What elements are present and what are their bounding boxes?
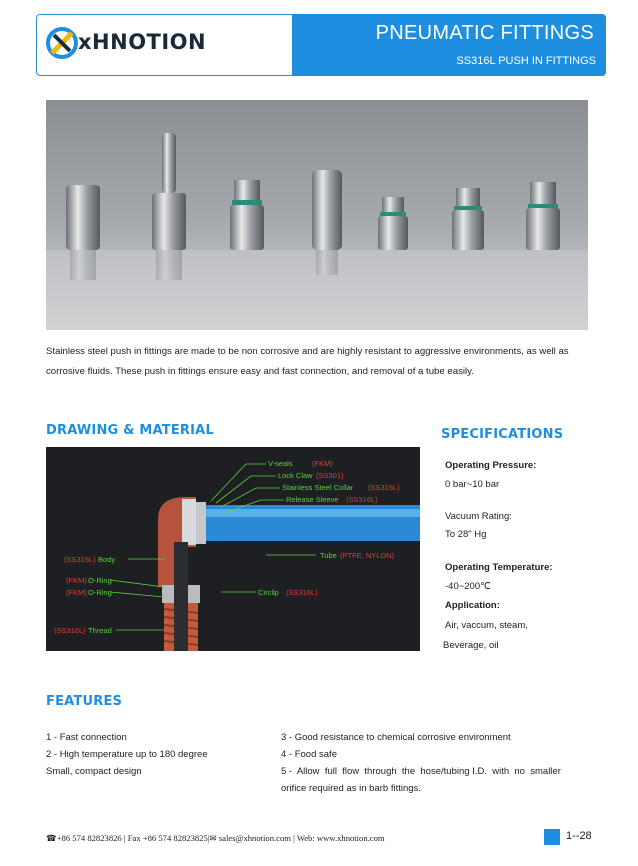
spec-application-line: Beverage, oil — [443, 640, 499, 651]
logo-icon — [46, 27, 78, 59]
footer-contact: ☎+86 574 82823826 | Fax +86 574 82823825|✉ sales@xhnotion.com | Web: www.xhnotion.com — [46, 833, 385, 843]
label-oring2: O-Ring — [88, 588, 112, 597]
page-title: PNEUMATIC FITTINGS — [375, 22, 594, 44]
spec-pressure-value: 0 bar~10 bar — [445, 479, 500, 490]
label-circlip: Circlip — [258, 588, 279, 597]
intro-paragraph — [46, 342, 594, 382]
spec-temp-label: Operating Temperature: — [445, 562, 553, 573]
features-heading: FEATURES — [46, 694, 123, 709]
spec-pressure-label: Operating Pressure: — [445, 460, 537, 471]
intro-line: Stainless steel push in fittings are made to be non corrosive and are highly resistant to aggressive environments, as well as — [46, 346, 569, 357]
feature-item: 3 - Good resistance to chemical corrosive environment — [281, 732, 511, 743]
label-lock-claw-material: (SS301) — [316, 471, 344, 480]
page-marker — [544, 829, 560, 845]
feature-item: 1 - Fast connection — [46, 732, 127, 743]
label-collar: Stainless Steel Collar — [282, 483, 354, 492]
label-circlip-material: (SS316L) — [286, 588, 318, 597]
feature-item: 2 - High temperature up to 180 degree — [46, 749, 208, 760]
feature-item: orifice required as in barb fittings. — [281, 783, 421, 794]
feature-item: 5 - Allow full flow through the hose/tubing I.D. with no smaller — [281, 766, 561, 777]
label-release-sleeve: Release Sleeve — [286, 495, 339, 504]
intro-line: corrosive fluids. These push in fittings ensure easy and fast connection, and removal of a tube easily. — [46, 366, 474, 377]
spec-temp-value: -40~200℃ — [445, 581, 491, 592]
label-tube-material: (PTFE, NYLON) — [340, 551, 395, 560]
specifications-heading: SPECIFICATIONS — [441, 427, 564, 442]
page-number: 1--28 — [566, 830, 592, 842]
drawing-heading: DRAWING & MATERIAL — [46, 423, 214, 438]
label-oring2-material: (FKM) — [66, 588, 87, 597]
label-body-material: (SS316L) — [64, 555, 96, 564]
label-lock-claw: Lock Claw — [278, 471, 313, 480]
label-oring1: O-Ring — [88, 576, 112, 585]
spec-vacuum-label: Vacuum Rating: — [445, 511, 512, 522]
label-thread: Thread — [88, 626, 112, 635]
label-oring1-material: (FKM) — [66, 576, 87, 585]
feature-item: Small, compact design — [46, 766, 142, 777]
label-tube: Tube — [320, 551, 337, 560]
spec-application-label: Application: — [445, 600, 500, 611]
label-v-seals: V-seals — [268, 459, 293, 468]
label-thread-material: (SS316L) — [54, 626, 86, 635]
label-collar-material: (SS316L) — [368, 483, 400, 492]
product-photo — [46, 100, 588, 330]
page-subtitle: SS316L PUSH IN FITTINGS — [456, 55, 596, 67]
features-left-list — [46, 729, 276, 780]
feature-item: 4 - Food safe — [281, 749, 337, 760]
spec-vacuum-value: To 28" Hg — [445, 529, 487, 540]
features-right-list — [281, 729, 586, 797]
label-release-sleeve-material: (SS316L) — [346, 495, 378, 504]
spec-application-line: Air, vaccum, steam, — [445, 620, 528, 631]
cutaway-drawing — [46, 447, 420, 651]
label-v-seals-material: (FKM) — [312, 459, 333, 468]
brand-name: xHNOTION — [78, 30, 207, 54]
label-body: Body — [98, 555, 116, 564]
